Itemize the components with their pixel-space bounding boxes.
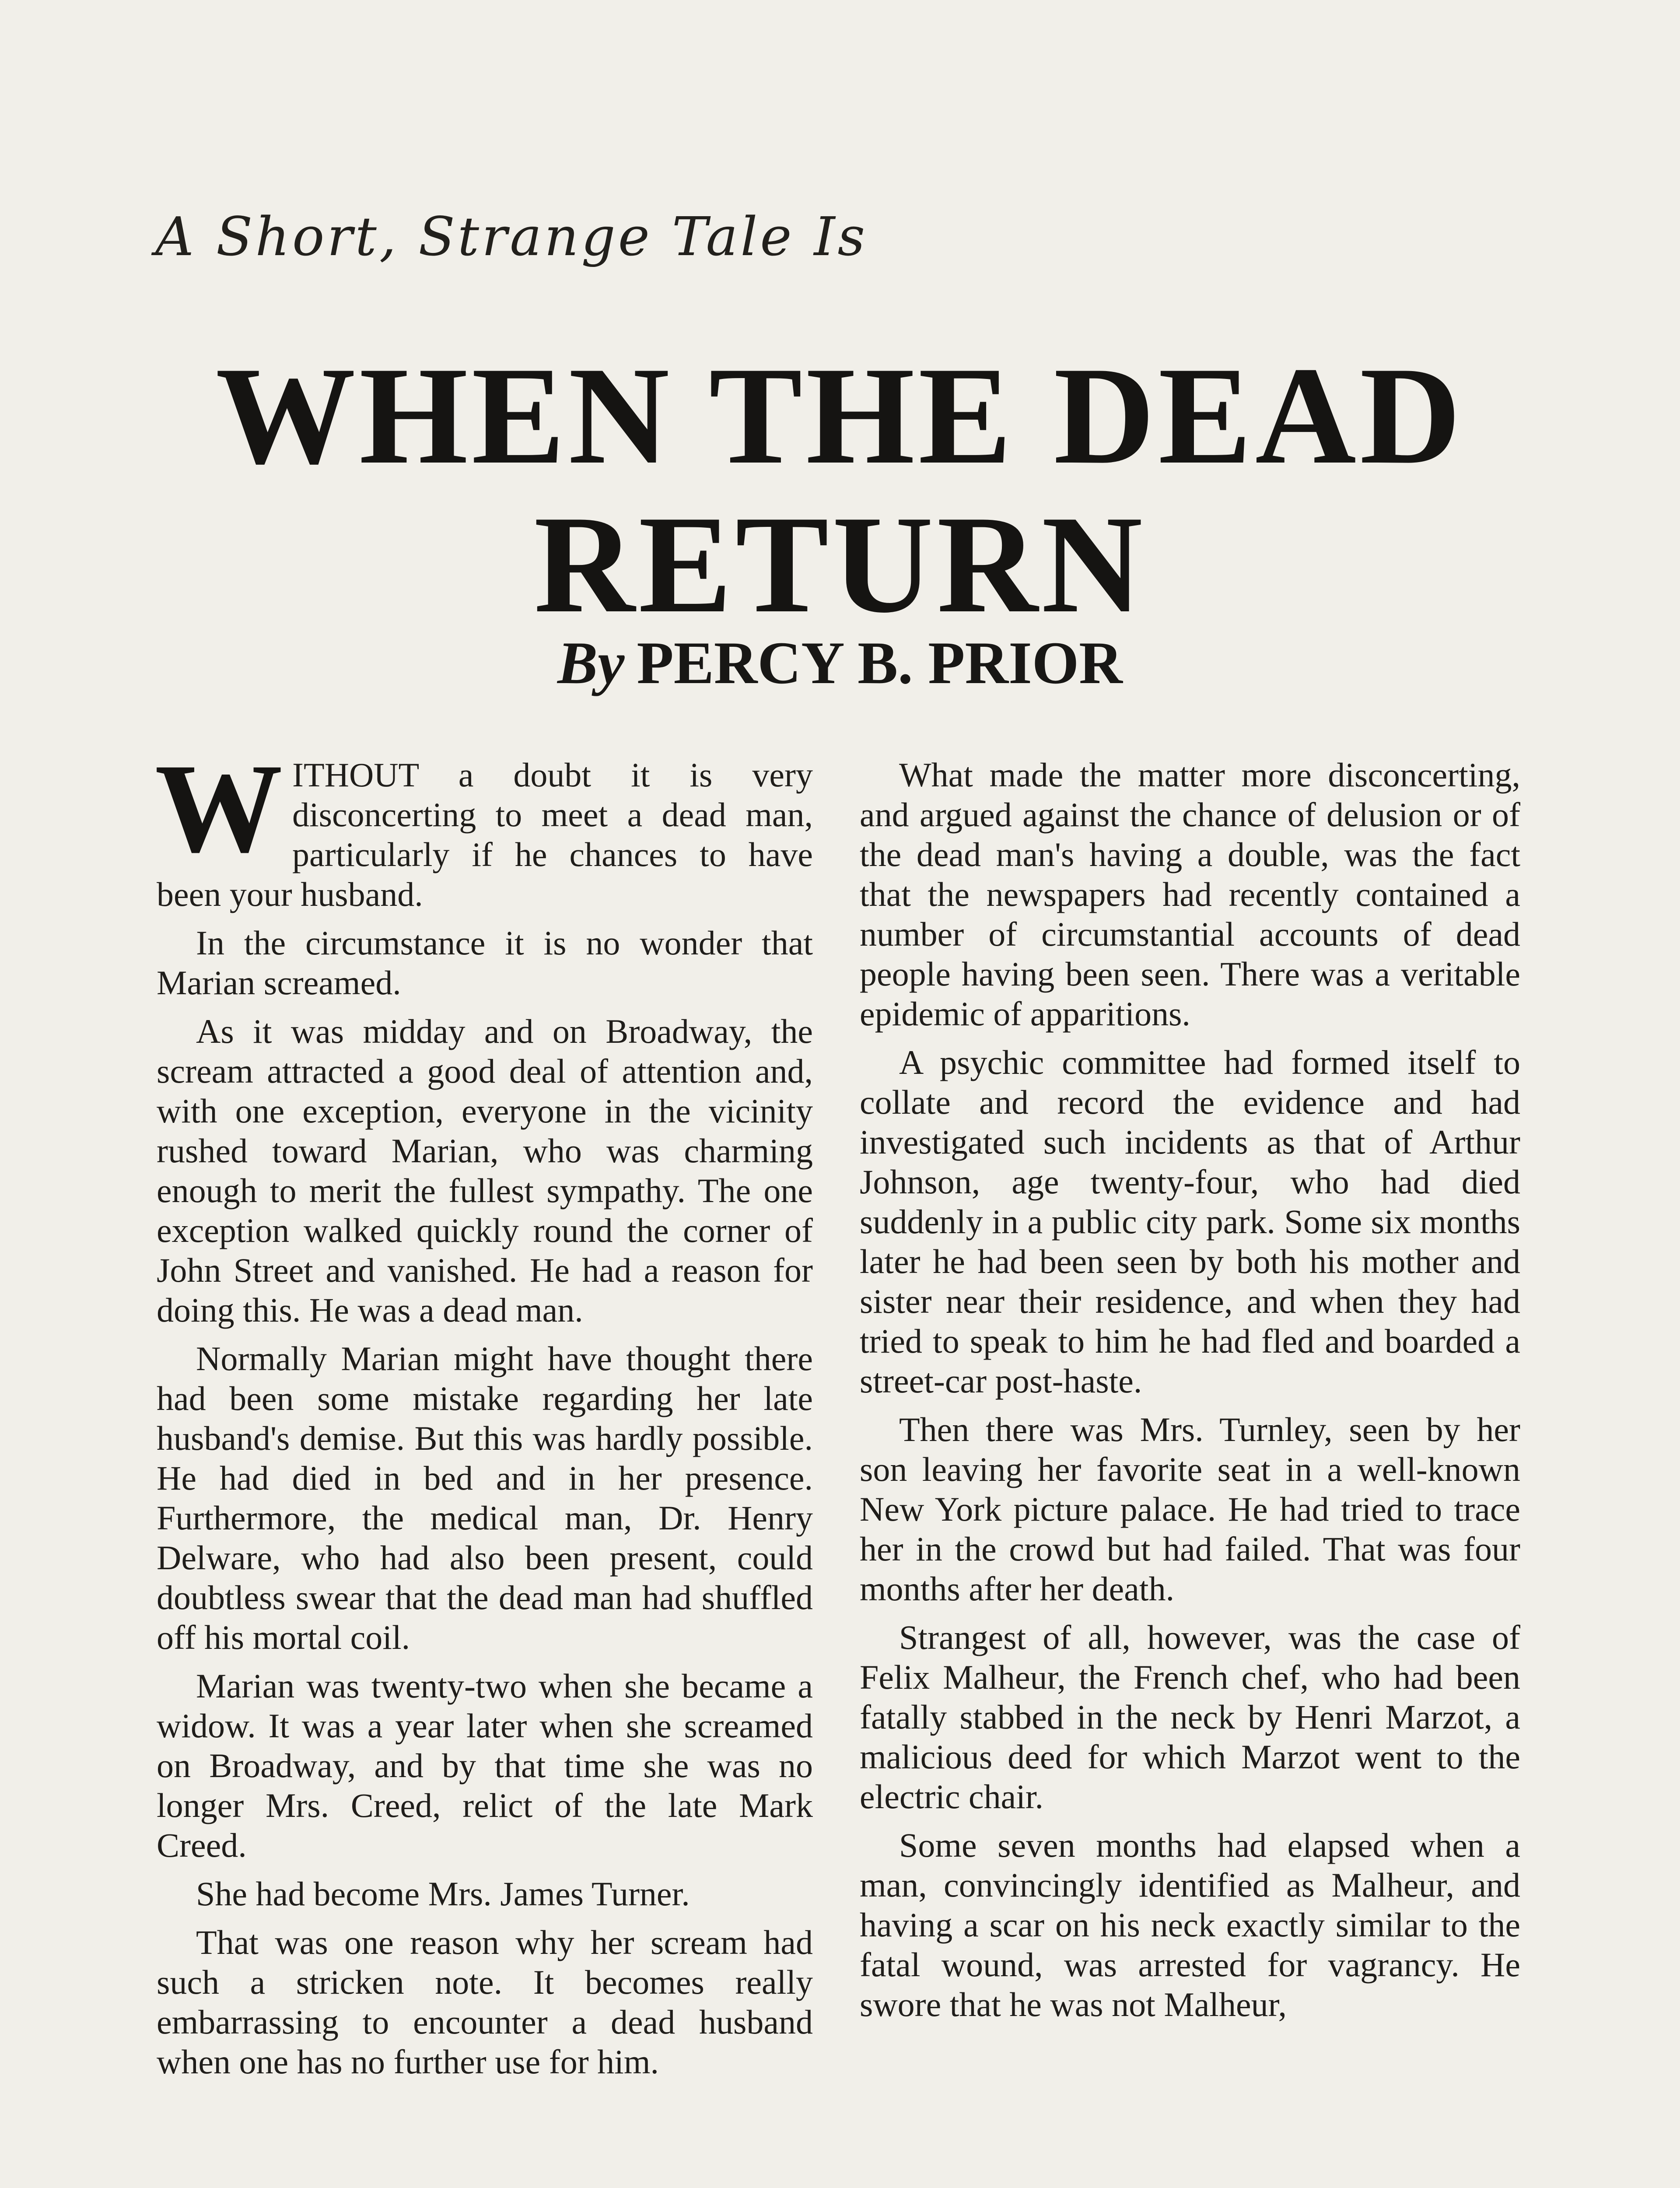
paragraph: [155, 738, 813, 914]
title-line-1: WHEN THE DEAD: [215, 338, 1465, 493]
paragraph: Some seven months had elapsed when a man, convincingly identified as Malheur, and having a scar on his neck exactly similar to the fatal wound, was arrested for vagrancy. He swore that he was not Malheur,: [860, 1826, 1520, 2023]
paragraph: Marian was twenty-two when she became a widow. It was a year later when she screamed on Broadway, and by that time she was no longer Mrs. Creed, relict of the late Mark Creed.: [157, 1667, 813, 1864]
paragraph: A psychic committee had formed itself to collate and record the evidence and had investigated such incidents as that of Arthur Johnson, age twenty-four, who had died suddenly in a public city park. Some six months later he had been seen by both his mother and sister near their residence, and when they had tried to speak to him he had fled and boarded a street-car post-haste.: [860, 1043, 1520, 1400]
text-column-left: [155, 738, 813, 2090]
byline-author: PERCY B. PRIOR: [637, 629, 1123, 696]
title-line-2: RETURN: [534, 487, 1146, 642]
paragraph: Then there was Mrs. Turnley, seen by her son leaving her favorite seat in a well-known New York picture palace. He had tried to trace her in the crowd but had failed. That was four months after her death.: [860, 1410, 1520, 1608]
story-kicker: A Short, Strange Tale Is: [155, 206, 868, 268]
paragraph: She had become Mrs. James Turner.: [196, 1875, 690, 1913]
byline-by: By: [557, 629, 625, 696]
paragraph: In the circumstance it is no wonder that Marian screamed.: [157, 924, 813, 1002]
paragraph: What made the matter more disconcerting, and argued against the chance of delusion or of the dead man's having a double, was the fact that the newspapers had recently contained a number of circumstantial accounts of dead people having been seen. There was a veritable epidemic of apparitions.: [860, 756, 1520, 1033]
paragraph: Normally Marian might have thought there had been some mistake regarding her late husband's demise. But this was hardly possible. He had died in bed and in her presence. Furthermore, the medical man, Dr. Henry Delware, who had also been present, could doubtless swear that the dead man had shuffled off his mortal coil.: [157, 1339, 813, 1656]
paragraph: Strangest of all, however, was the case of Felix Malheur, the French chef, who had been fatally stabbed in the neck by Henri Marzot, a malicious deed for which Marzot went to the electric chair.: [860, 1618, 1520, 1816]
paragraph: That was one reason why her scream had such a stricken note. It becomes really embarrassing to encounter a dead husband when one has no further use for him.: [157, 1923, 813, 2081]
paragraph-text: ITHOUT a doubt it is very disconcerting to meet a dead man, particularly if he chances to have been your husband.: [157, 756, 813, 913]
byline: [0, 628, 1680, 698]
text-column-right: [860, 755, 1520, 2033]
drop-cap: W: [155, 738, 283, 879]
story-title: [0, 338, 1680, 642]
paragraph: As it was midday and on Broadway, the scream attracted a good deal of attention and, with one exception, everyone in the vicinity rushed toward Marian, who was charming enough to merit the fullest sympathy. The one exception walked quickly round the corner of John Street and vanished. He had a reason for doing this. He was a dead man.: [157, 1012, 813, 1329]
